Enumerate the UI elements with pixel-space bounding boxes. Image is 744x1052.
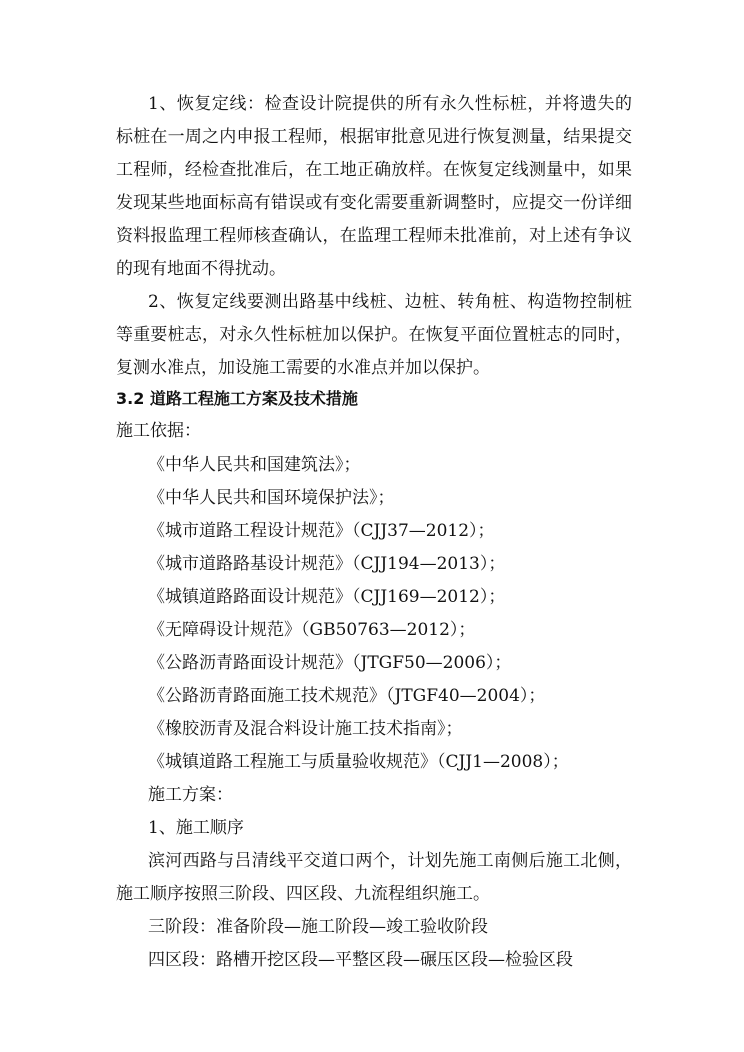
reference-item: 《公路沥青路面施工技术规范》（JTGF40—2004）；	[148, 686, 546, 706]
reference-item: 《城镇道路路面设计规范》（CJJ169—2012）；	[148, 587, 506, 607]
three-stages: 三阶段：准备阶段—施工阶段—竣工验收阶段	[148, 917, 488, 937]
reference-item: 《橡胶沥青及混合料设计施工技术指南》；	[148, 719, 463, 739]
paragraph-1-line-1: 1、恢复定线：检查设计院提供的所有永久性标桩，并将遗失的	[148, 94, 632, 114]
sequence-para-line-2: 施工顺序按照三阶段、四区段、九流程组织施工。	[116, 884, 490, 904]
reference-item: 《中华人民共和国建筑法》；	[148, 455, 361, 475]
reference-item: 《中华人民共和国环境保护法》；	[148, 488, 395, 508]
paragraph-1-line-2: 标桩在一周之内申报工程师，根据审批意见进行恢复测量，结果提交	[116, 127, 632, 147]
paragraph-1-line-3: 工程师，经检查批准后，在工地正确放样。在恢复定线测量中，如果	[116, 160, 632, 180]
four-sections: 四区段：路槽开挖区段—平整区段—碾压区段—检验区段	[148, 950, 573, 970]
basis-label: 施工依据：	[116, 421, 201, 441]
paragraph-1-line-4: 发现某些地面标高有错误或有变化需要重新调整时，应提交一份详细	[116, 193, 632, 213]
plan-label: 施工方案：	[148, 785, 233, 805]
paragraph-2-line-2: 等重要桩志，对永久性标桩加以保护。在恢复平面位置桩志的同时，	[116, 325, 632, 345]
section-heading: 3.2 道路工程施工方案及技术措施	[116, 389, 358, 408]
reference-item: 《公路沥青路面设计规范》（JTGF50—2006）；	[148, 653, 512, 673]
paragraph-2-line-3: 复测水准点，加设施工需要的水准点并加以保护。	[116, 358, 490, 378]
reference-item: 《城市道路路基设计规范》（CJJ194—2013）；	[148, 554, 506, 574]
sequence-heading: 1、施工顺序	[148, 818, 244, 838]
paragraph-1-line-5: 资料报监理工程师核查确认，在监理工程师未批准前，对上述有争议	[116, 226, 632, 246]
reference-item: 《无障碍设计规范》（GB50763—2012）；	[148, 620, 476, 640]
paragraph-2-line-1: 2、恢复定线要测出路基中线桩、边桩、转角桩、构造物控制桩	[148, 292, 632, 312]
sequence-para-line-1: 滨河西路与吕清线平交道口两个，计划先施工南侧后施工北侧，	[148, 851, 632, 871]
paragraph-1-line-6: 的现有地面不得扰动。	[116, 259, 286, 279]
reference-item: 《城市道路工程设计规范》（CJJ37—2012）；	[148, 521, 495, 541]
reference-item: 《城镇道路工程施工与质量验收规范》（CJJ1—2008）；	[148, 752, 569, 772]
